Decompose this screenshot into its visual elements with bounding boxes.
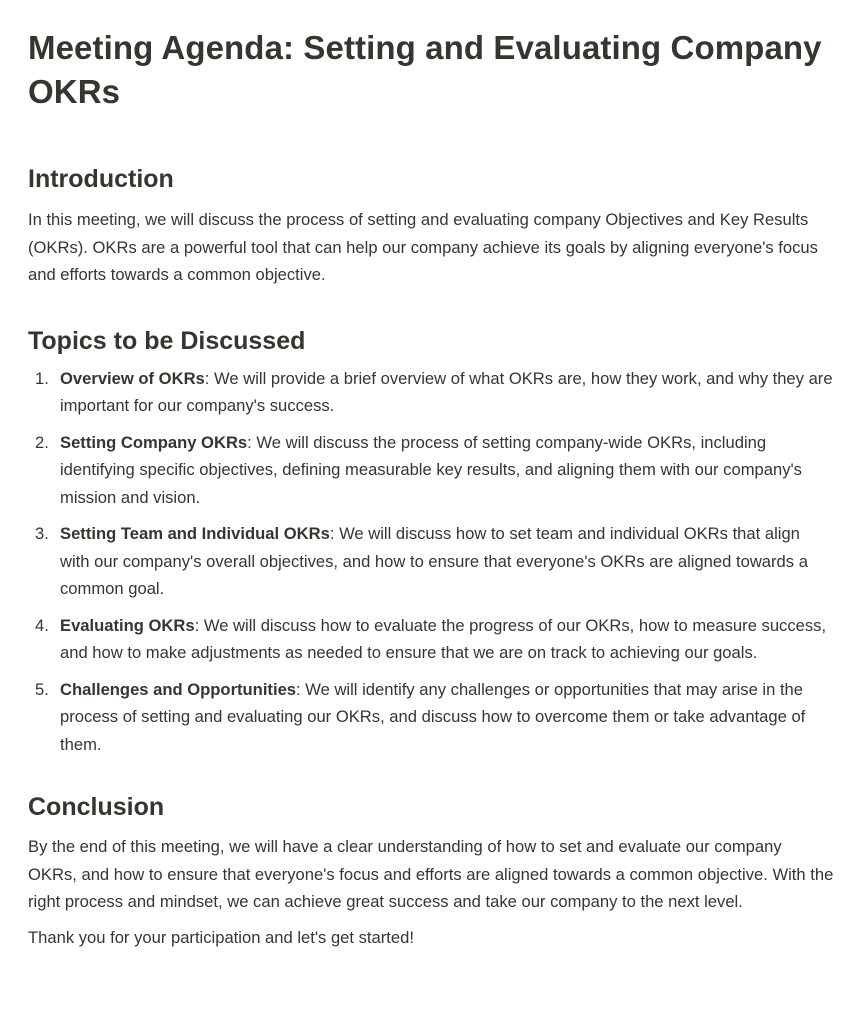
conclusion-heading: Conclusion [28,793,165,821]
topic-description: : We will discuss the process of setting company-wide OKRs, including identifying specific objectives, defining measurable key results, and aligning them with our company's mission and vision. [60,432,802,507]
topic-title: Setting Company OKRs [60,432,248,452]
topic-number: 2. [35,432,49,452]
topic-title: Setting Team and Individual OKRs [60,524,330,543]
topic-item-overview [28,365,834,420]
conclusion-paragraph: By the end of this meeting, we will have a clear understanding of how to set and evaluate our company OKRs, and how to ensure that everyone's focus and efforts are aligned towards a common objective. With the right process and mindset, we can achieve great success and take our company to the next level. [28,837,834,911]
topic-item-setting-team [28,520,834,603]
topic-description: : We will provide a brief overview of what OKRs are, how they work, and why they are important for our company's success. [60,368,833,415]
topics-list [28,365,834,759]
topic-title: Challenges and Opportunities [60,679,297,699]
topic-item-challenges [28,676,834,759]
topic-description: : We will discuss how to set team and individual OKRs that align with our company's overall objectives, and how to ensure that everyone's OKRs are aligned towards a common goal. [60,524,808,598]
topic-number: 5. [35,679,49,699]
topic-item-evaluating [28,612,834,667]
topic-item-setting-company [28,429,834,512]
topic-number: 1. [35,368,49,388]
page-title: Meeting Agenda: Setting and Evaluating Company OKRs [28,29,822,110]
introduction-paragraph: In this meeting, we will discuss the process of setting and evaluating company Objectives and Key Results (OKRs). OKRs are a powerful tool that can help our company achieve its goals by aligning everyone's focus and efforts towards a common objective. [28,210,818,284]
topic-title: Overview of OKRs [60,368,205,388]
topic-description: : We will identify any challenges or opportunities that may arise in the process of setting and evaluating our OKRs, and discuss how to overcome them or take advantage of them. [60,679,806,754]
topic-number: 4. [35,615,49,635]
topics-heading: Topics to be Discussed [28,326,306,355]
closing-line: Thank you for your participation and let's get started! [28,927,414,947]
topic-title: Evaluating OKRs [60,615,195,635]
topic-description: : We will discuss how to evaluate the progress of our OKRs, how to measure success, and how to make adjustments as needed to ensure that we are on track to achieving our goals. [60,615,827,662]
introduction-heading: Introduction [28,165,174,193]
topic-number: 3. [35,524,49,543]
